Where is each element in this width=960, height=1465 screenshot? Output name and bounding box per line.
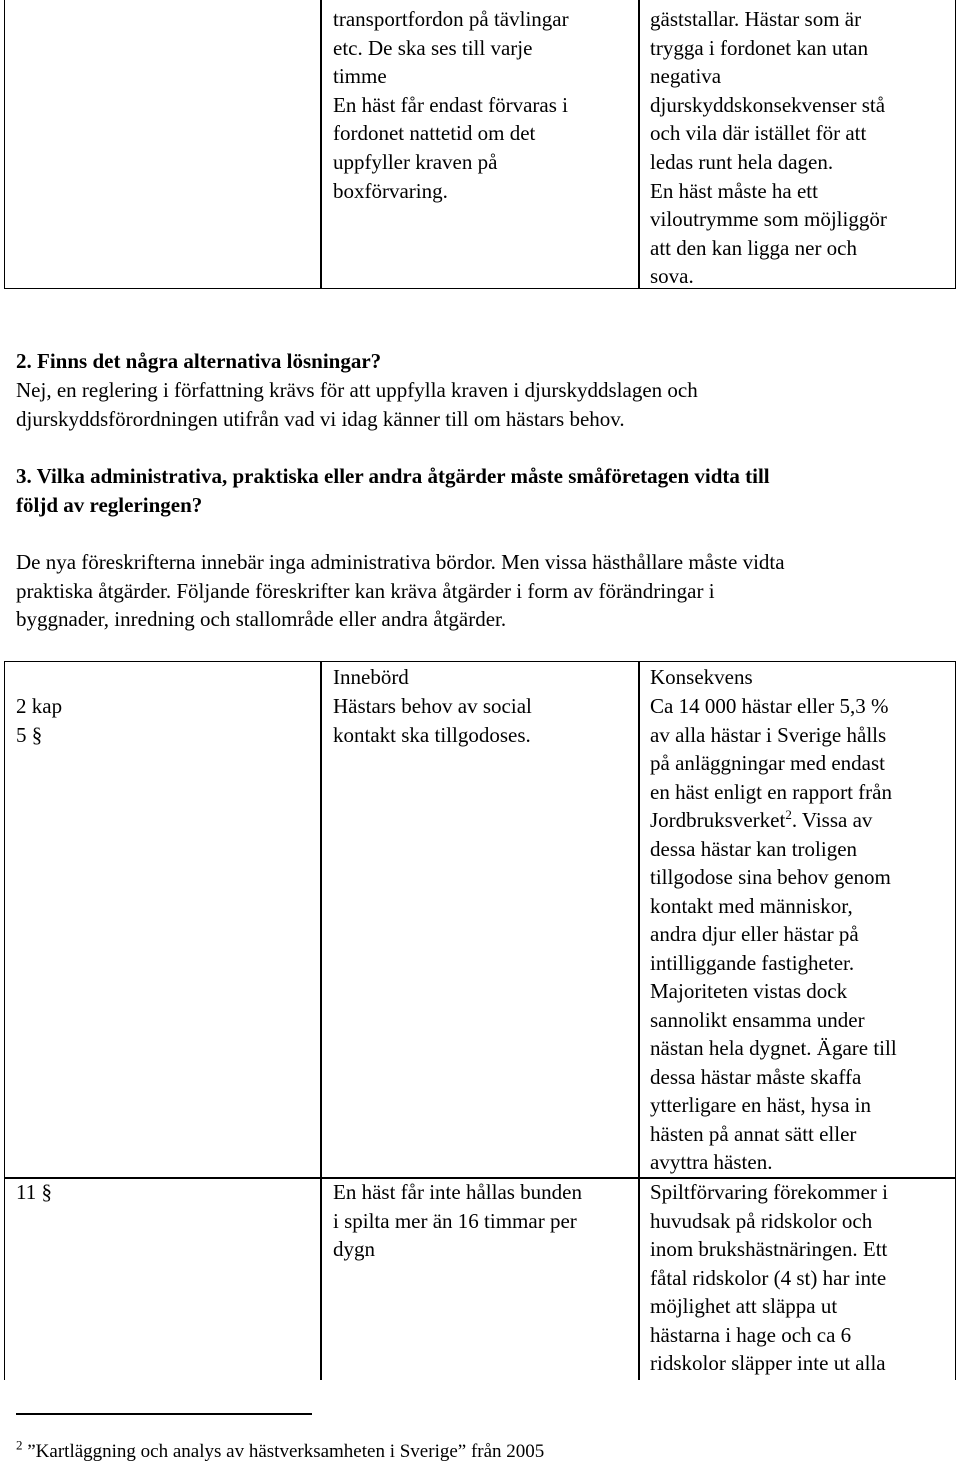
top-col3-line: ledas runt hela dagen. [650,150,834,174]
row-konsekvens-line: Majoriteten vistas dock [650,979,848,1003]
row-konsekvens-line: tillgodose sina behov genom [650,865,891,889]
top-col2-line: etc. De ska ses till varje [333,35,533,60]
top-col2-line: timme [333,64,387,89]
row-konsekvens-line: intilliggande fastigheter. [650,950,855,975]
section-3-heading-line: följd av regleringen? [16,493,203,517]
konsekvens-text: Jordbruksverket [650,808,786,832]
top-col2-line: transportfordon på tävlingar [333,7,569,31]
row-konsekvens-line: ridskolor släpper inte ut alla [650,1351,886,1375]
top-table-divider-1 [320,0,322,289]
top-col3-line: gäststallar. Hästar som är [650,7,862,31]
row-konsekvens-line: på anläggningar med endast [650,751,885,775]
header-innebord: Innebörd [333,665,409,689]
row-konsekvens-line: inom brukshästnäringen. Ett [650,1237,888,1261]
footnote [16,1439,544,1465]
row-konsekvens-line: avyttra hästen. [650,1150,773,1174]
row-innebord-line: i spilta mer än 16 timmar per [333,1208,577,1233]
section-3-body-line: De nya föreskrifterna innebär inga administrativa bördor. Men vissa hästhållare måste vidta [16,550,785,574]
table-divider-2 [638,661,640,1380]
row-ref-line: 11 § [16,1180,52,1204]
top-col3-line: och vila där istället för att [650,121,867,146]
row-konsekvens-line: ytterligare en häst, hysa in [650,1093,872,1117]
section-3-heading-line: 3. Vilka administrativa, praktiska eller andra åtgärder måste småföretagen vidta till [16,464,770,488]
top-col3-line: djurskyddskonsekvenser stå [650,92,886,117]
top-col3-line: En häst måste ha ett [650,178,818,203]
row-konsekvens-line [650,806,872,835]
row-konsekvens-line: nästan hela dygnet. Ägare till [650,1036,897,1060]
section-2-body-line: Nej, en reglering i författning krävs för att uppfylla kraven i djurskyddslagen och [16,378,698,402]
row-innebord-line: Hästars behov av social [333,694,532,718]
row-konsekvens-line: huvudsak på ridskolor och [650,1208,873,1233]
row-konsekvens-line: av alla hästar i Sverige hålls [650,722,887,747]
section-3-body-line: praktiska åtgärder. Följande föreskrifter kan kräva åtgärder i form av förändringar i [16,578,715,603]
row-innebord-line: dygn [333,1237,375,1261]
row-konsekvens-line: hästen på annat sätt eller [650,1121,857,1146]
konsekvens-text: . Vissa av [791,808,873,832]
row-innebord-line: En häst får inte hållas bunden [333,1180,583,1204]
footnote-text: ”Kartläggning och analys av hästverksamheten i Sverige” från 2005 [27,1441,545,1462]
top-col3-line: negativa [650,64,722,89]
row-konsekvens-line: fåtal ridskolor (4 st) har inte [650,1265,887,1290]
row-konsekvens-line: dessa hästar måste skaffa [650,1064,862,1089]
top-col2-line: fordonet nattetid om det [333,121,536,146]
row-konsekvens-line: sannolikt ensamma under [650,1007,865,1032]
section-2-heading: 2. Finns det några alternativa lösningar? [16,349,382,373]
footnote-marker: 2 [16,1437,23,1453]
top-col2-line: boxförvaring. [333,178,448,203]
row-konsekvens-line: möjlighet att släppa ut [650,1294,838,1318]
top-col3-line: viloutrymme som möjliggör [650,207,887,232]
table-divider-1 [320,661,322,1380]
section-2-body-line: djurskyddsförordningen utifrån vad vi idag känner till om hästars behov. [16,407,625,431]
row-konsekvens-line: dessa hästar kan troligen [650,836,858,861]
row-konsekvens-line: andra djur eller hästar på [650,922,859,946]
footnote-separator [16,1413,312,1415]
footnote-reference: 2 [785,807,792,822]
top-col2-line: uppfyller kraven på [333,150,498,174]
top-col3-line: sova. [650,264,694,289]
top-col3-line: att den kan ligga ner och [650,235,858,260]
row-konsekvens-line: hästarna i hage och ca 6 [650,1322,852,1347]
row-ref-line: 5 § [16,722,43,747]
row-konsekvens-line: en häst enligt en rapport från [650,779,892,804]
section-3-body-line: byggnader, inredning och stallområde eller andra åtgärder. [16,607,507,631]
top-col3-line: trygga i fordonet kan utan [650,35,869,60]
row-ref-line: 2 kap [16,694,63,718]
top-col2-line: En häst får endast förvaras i [333,92,568,117]
top-table-divider-2 [638,0,640,289]
row-konsekvens-line: kontakt med människor, [650,893,853,918]
row-konsekvens-line: Spiltförvaring förekommer i [650,1180,888,1204]
row-konsekvens-line: Ca 14 000 hästar eller 5,3 % [650,694,889,718]
row-innebord-line: kontakt ska tillgodoses. [333,722,531,747]
header-konsekvens: Konsekvens [650,665,753,689]
